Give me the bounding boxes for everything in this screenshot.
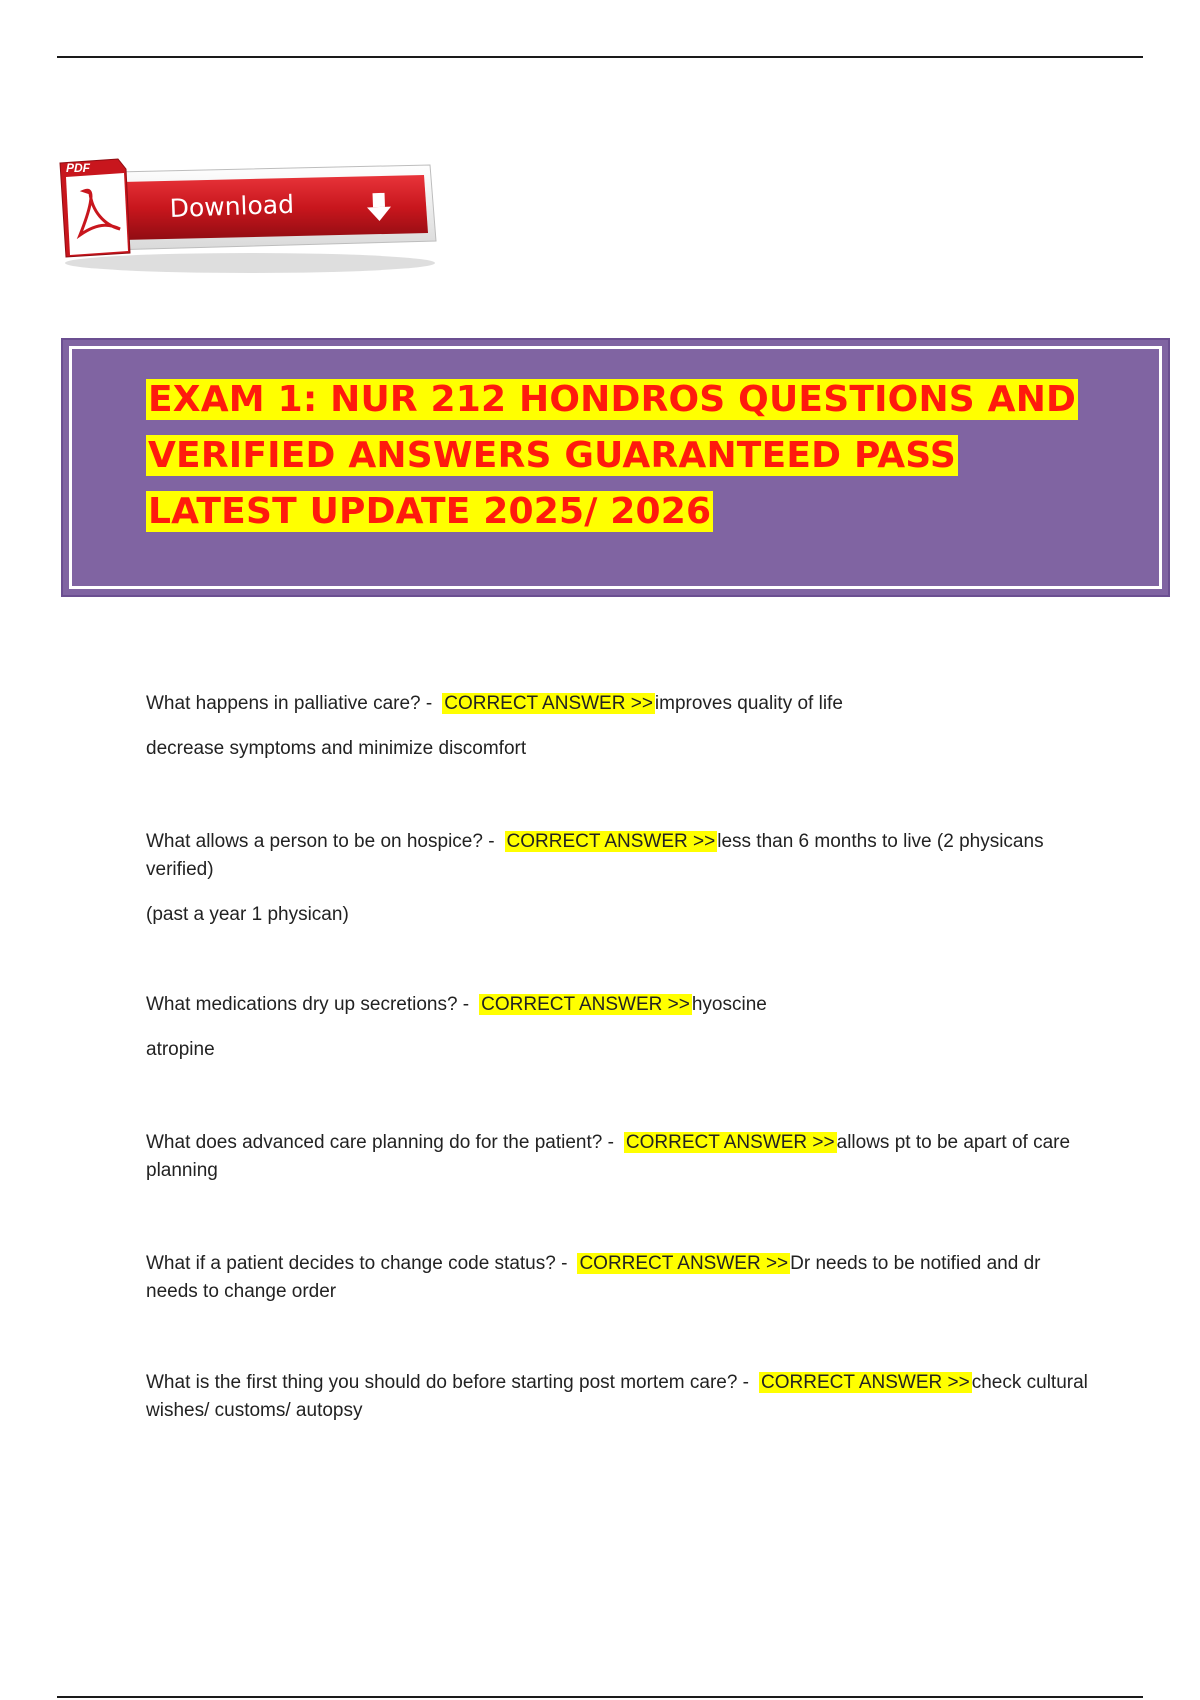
answer-text: allows pt to be apart of care planning <box>146 1132 1071 1181</box>
qa-item <box>146 828 1096 929</box>
qa-line <box>146 1250 1096 1306</box>
answer-text: hyoscine <box>691 994 767 1015</box>
pdf-download-button[interactable] <box>40 155 440 285</box>
document-title <box>146 372 1106 540</box>
bottom-rule <box>57 1696 1143 1698</box>
correct-answer-tag: CORRECT ANSWER >> <box>625 1132 835 1153</box>
answer-text: improves quality of life <box>654 693 843 714</box>
title-line-1: EXAM 1: NUR 212 HONDROS QUESTIONS AND <box>148 379 1077 420</box>
qa-line <box>146 690 1096 718</box>
title-banner <box>61 338 1170 597</box>
pdf-download-badge-graphic <box>40 155 440 285</box>
qa-item <box>146 1129 1096 1185</box>
question-text: What happens in palliative care? - <box>146 693 433 714</box>
pdf-label: PDF <box>66 161 90 175</box>
correct-answer-tag: CORRECT ANSWER >> <box>444 693 653 714</box>
acrobat-pdf-icon <box>60 159 130 257</box>
answer-continuation: decrease symptoms and minimize discomfort <box>146 738 527 759</box>
qa-item <box>146 690 1096 763</box>
top-rule <box>57 56 1143 58</box>
qa-item <box>146 1369 1096 1425</box>
answer-text: Dr needs to be notified and dr needs to change order <box>146 1253 1041 1302</box>
qa-item <box>146 991 1096 1064</box>
question-text: What does advanced care planning do for the patient? - <box>146 1132 614 1153</box>
answer-continuation: (past a year 1 physican) <box>146 904 349 925</box>
question-text: What is the first thing you should do before starting post mortem care? - <box>146 1372 750 1393</box>
correct-answer-tag: CORRECT ANSWER >> <box>761 1372 970 1393</box>
title-line-2: VERIFIED ANSWERS GUARANTEED PASS <box>148 435 956 476</box>
answer-continuation: atropine <box>146 1039 215 1060</box>
qa-item <box>146 1250 1096 1306</box>
answer-text: check cultural wishes/ customs/ autopsy <box>146 1372 1088 1421</box>
title-line-3: LATEST UPDATE 2025/ 2026 <box>148 491 712 532</box>
answer-text: less than 6 months to live (2 physicans verified) <box>146 831 1044 880</box>
question-text: What medications dry up secretions? - <box>146 994 470 1015</box>
qa-line <box>146 1369 1096 1425</box>
qa-line <box>146 1129 1096 1185</box>
download-label: Download <box>169 189 295 223</box>
question-text: What allows a person to be on hospice? - <box>146 831 495 852</box>
qa-line <box>146 828 1096 884</box>
qa-line <box>146 991 1096 1019</box>
correct-answer-tag: CORRECT ANSWER >> <box>579 1253 789 1274</box>
question-text: What if a patient decides to change code status? - <box>146 1253 568 1274</box>
correct-answer-tag: CORRECT ANSWER >> <box>481 994 690 1015</box>
correct-answer-tag: CORRECT ANSWER >> <box>506 831 716 852</box>
